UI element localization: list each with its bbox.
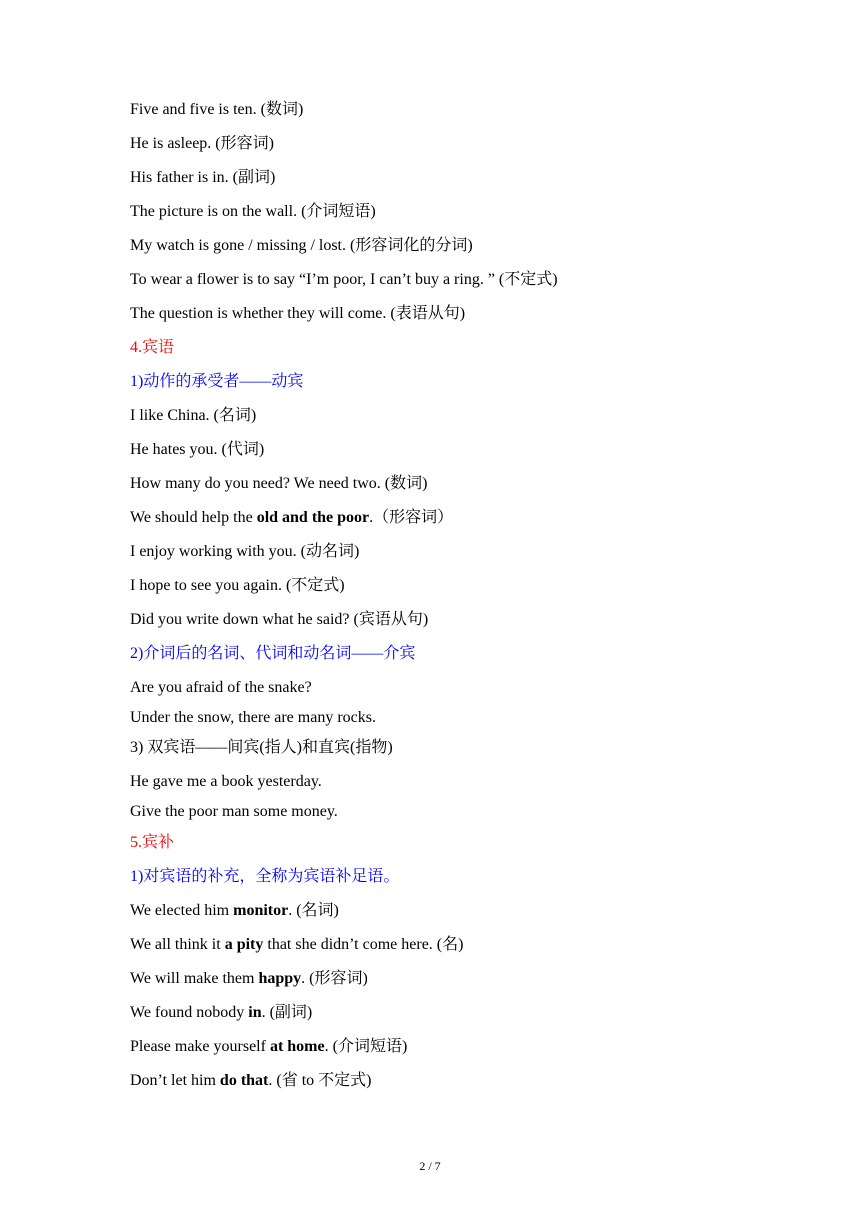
text-segment: Did you write down what he said? (宾语从句) — [130, 611, 429, 628]
text-segment: I hope to see you again. (不定式) — [130, 577, 345, 594]
text-segment: His father is in. (副词) — [130, 169, 276, 186]
section-heading — [130, 338, 750, 358]
text-segment: . (名词) — [288, 902, 339, 919]
text-segment: . (副词) — [261, 1004, 313, 1021]
text-segment: He is asleep. (形容词) — [130, 135, 274, 152]
text-line — [130, 738, 750, 758]
text-segment: How many do you need? We need two. (数词) — [130, 475, 428, 492]
text-segment: We will make them — [130, 970, 259, 987]
bold-text: do that — [219, 1072, 269, 1089]
text-segment: I like China. (名词) — [130, 407, 257, 424]
text-line — [130, 406, 750, 426]
text-segment: The question is whether they will come. (表语从句) — [130, 305, 466, 322]
bold-text: a pity — [224, 936, 264, 953]
text-line — [130, 901, 750, 921]
text-segment: I enjoy working with you. (动名词) — [130, 543, 360, 560]
text-line — [130, 236, 750, 256]
text-line — [130, 935, 750, 955]
text-line — [130, 134, 750, 154]
text-line — [130, 440, 750, 460]
text-segment: Please make yourself — [130, 1038, 270, 1055]
text-line — [130, 270, 750, 290]
text-line — [130, 969, 750, 989]
text-segment: . (省 to 不定式) — [268, 1072, 372, 1089]
text-segment: We found nobody — [130, 1004, 249, 1021]
text-segment: 3) 双宾语——间宾(指人)和直宾(指物) — [130, 739, 393, 756]
text-segment: We elected him — [130, 902, 234, 919]
text-segment: . (介词短语) — [324, 1038, 408, 1055]
text-segment: He gave me a book yesterday. — [130, 773, 322, 790]
text-line — [130, 678, 750, 698]
text-line — [130, 772, 750, 792]
section-heading — [130, 644, 750, 664]
section-heading — [130, 867, 750, 887]
section-heading — [130, 833, 750, 853]
section-heading — [130, 372, 750, 392]
text-line — [130, 474, 750, 494]
text-segment: We should help the — [130, 509, 257, 526]
text-segment: Don’t let him — [130, 1072, 220, 1089]
text-segment: . (形容词) — [301, 970, 368, 987]
text-line — [130, 542, 750, 562]
text-segment: .（形容词） — [369, 509, 454, 526]
page-number: 2 / 7 — [419, 1159, 441, 1173]
text-segment: 1)动作的承受者——动宾 — [130, 373, 304, 390]
text-segment: Under the snow, there are many rocks. — [130, 709, 376, 726]
text-line — [130, 508, 750, 528]
text-segment: He hates you. (代词) — [130, 441, 265, 458]
text-line — [130, 576, 750, 596]
text-segment: Are you afraid of the snake? — [130, 679, 312, 696]
text-line — [130, 802, 750, 822]
text-line — [130, 610, 750, 630]
text-segment: My watch is gone / missing / lost. (形容词化的分词) — [130, 237, 473, 254]
text-segment: that she didn’t come here. (名) — [263, 936, 464, 953]
text-segment: To wear a flower is to say “I’m poor, I can’t buy a ring. ” (不定式) — [130, 271, 558, 288]
text-line — [130, 1071, 750, 1091]
text-segment: Give the poor man some money. — [130, 803, 338, 820]
text-segment: The picture is on the wall. (介词短语) — [130, 203, 376, 220]
text-line — [130, 1003, 750, 1023]
text-line — [130, 168, 750, 188]
text-segment: 2)介词后的名词、代词和动名词——介宾 — [130, 645, 416, 662]
document-body — [130, 100, 750, 1091]
text-segment: 4.宾语 — [130, 339, 175, 356]
text-segment: Five and five is ten. (数词) — [130, 101, 304, 118]
text-line — [130, 304, 750, 324]
bold-text: monitor — [233, 902, 289, 919]
text-line — [130, 202, 750, 222]
text-segment: 1)对宾语的补充，全称为宾语补足语。 — [130, 868, 400, 885]
bold-text: in — [248, 1004, 262, 1021]
text-segment: We all think it — [130, 936, 225, 953]
text-segment: 5.宾补 — [130, 834, 175, 851]
text-line — [130, 100, 750, 120]
text-line — [130, 708, 750, 728]
bold-text: happy — [258, 970, 302, 987]
bold-text: at home — [269, 1038, 325, 1055]
text-line — [130, 1037, 750, 1057]
bold-text: old and the poor — [256, 509, 370, 526]
